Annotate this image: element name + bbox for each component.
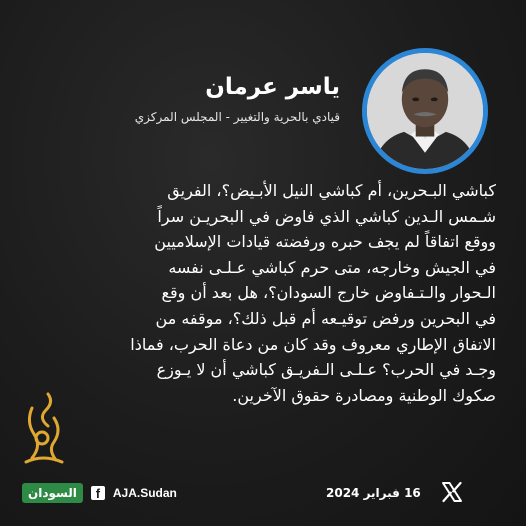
quote-line: شـمس الـدين كباشي الذي فاوض في البحريـن سراً (157, 206, 496, 226)
quote-line: في البحرين ورفض توقيـعه أم قبل ذلك؟، موقفه من (155, 308, 496, 328)
portrait-image (367, 53, 483, 169)
x-icon (440, 480, 464, 504)
quote-line: ووقع اتفاقاً لم يجف حبره ورفضته قيادات الإسلاميين (154, 232, 496, 252)
avatar (362, 48, 488, 174)
brand-badge: السودان (22, 483, 83, 503)
quote-line: الـحوار والـتـفاوض خارج السودان؟، هل بعد أن وقع (161, 283, 496, 303)
quote-line: صكوك الوطنية ومصادرة حقوق الآخرين. (232, 385, 496, 405)
quote-line: في الجيش وخارجه، متى حرم كباشي عـلـى نفسه (168, 257, 496, 277)
facebook-icon: f (91, 486, 105, 500)
facebook-handle[interactable]: AJA.Sudan (112, 486, 177, 500)
footer-brand (22, 483, 177, 503)
quote-line: الاتفاق الإطاري معروف وقد كان من دعاة الحرب، فماذا (130, 334, 496, 354)
quote-line: كباشي البـحرين، أم كباشي النيل الأبـيض؟، الفريق (167, 181, 496, 200)
speaker-name: ياسر عرمان (205, 74, 340, 100)
post-date: 16 فبراير 2024 (326, 486, 421, 500)
quote-line: وجـد في الحرب؟ عـلـى الـفريـق كباشي أن لا يـوزع (156, 360, 496, 380)
quote-text (26, 178, 496, 408)
speaker-title: قيادي بالحرية والتغيير - المجلس المركزي (134, 110, 340, 124)
al-jazeera-logo (18, 388, 68, 468)
